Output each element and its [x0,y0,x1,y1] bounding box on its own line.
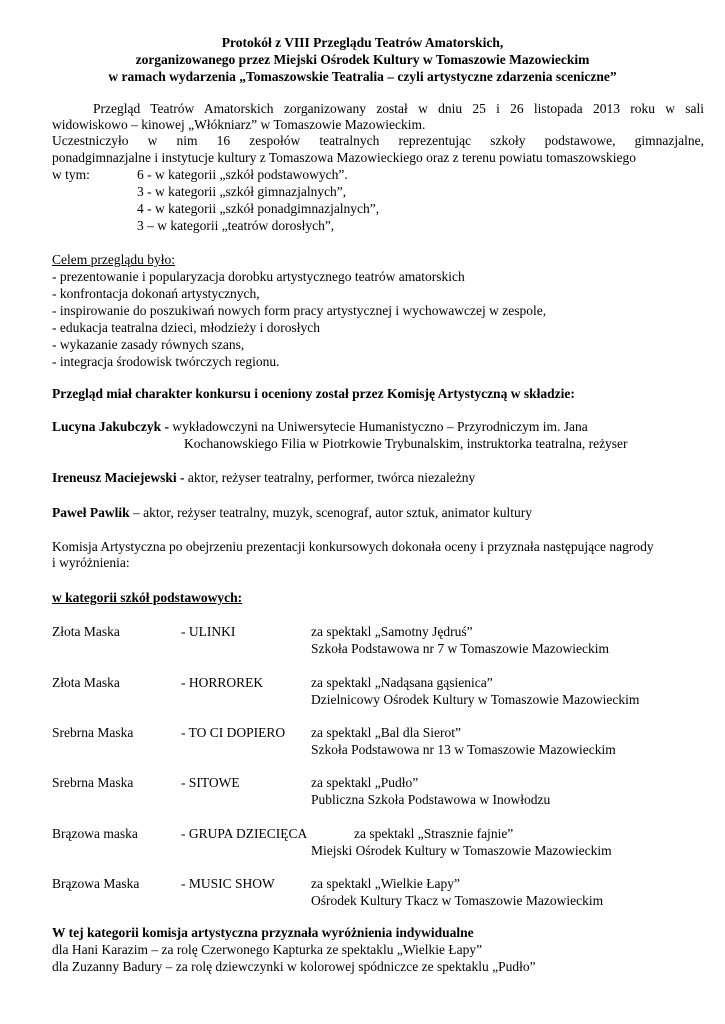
award-group: - TO CI DOPIERO [181,725,286,740]
award-name: Brązowa maska [52,826,138,841]
verdict-line-1: Komisja Artystyczna po obejrzeniu prezentacji konkursowych dokonała oceny i przyznała następujące nagrody [52,539,654,554]
award-group: - HORROREK [181,675,264,690]
goal-item-3: - inspirowanie do poszukiwań nowych form pracy artystycznej i wychowawczej w zespole, [52,303,547,318]
jury-member-3 [52,505,532,521]
award-play: za spektakl „Bal dla Sierot” [311,725,461,740]
jury-member-name: Lucyna Jakubczyk [52,419,162,434]
jury-member-name: Ireneusz Maciejewski [52,470,177,485]
category-count-1: 6 - w kategorii „szkół podstawowych”. [137,167,348,182]
award-school: Szkoła Podstawowa nr 7 w Tomaszowie Mazowieckim [311,641,609,656]
jury-member-desc: aktor, reżyser teatralny, muzyk, scenograf, autor sztuk, animator kultury [143,505,532,520]
jury-member-separator: – [129,505,144,520]
award-name: Złota Maska [52,675,120,690]
award-name: Brązowa Maska [52,876,140,891]
category-count-3: 4 - w kategorii „szkół ponadgimnazjalnych”, [137,201,380,216]
award-play: za spektakl „Wielkie Łapy” [311,876,461,891]
intro-line-4: ponadgimnazjalne i instytucje kultury z Tomaszowa Mazowieckiego oraz z terenu powiatu tomaszowskiego [52,150,637,165]
category-count-2: 3 - w kategorii „szkół gimnazjalnych”, [137,184,347,199]
goal-item-4: - edukacja teatralna dzieci, młodzieży i dorosłych [52,320,321,335]
jury-member-name: Paweł Pawlik [52,505,130,520]
jury-member-separator: - [161,419,173,434]
award-play: za spektakl „Pudło” [311,775,419,790]
award-school: Publiczna Szkoła Podstawowa w Inowłodzu [311,792,551,807]
jury-member-desc: aktor, reżyser teatralny, performer, twórca niezależny [187,470,476,485]
goals-heading: Celem przeglądu było: [52,252,175,267]
award-play: za spektakl „Strasznie fajnie” [354,826,514,841]
goal-item-2: - konfrontacja dokonań artystycznych, [52,286,260,301]
individual-distinction-2: dla Zuzanny Badury – za rolę dziewczynki w kolorowej spódniczce ze spektaklu „Pudło” [52,959,536,974]
jury-member-2 [52,470,475,486]
award-group: - ULINKI [181,624,236,639]
goal-item-6: - integracja środowisk twórczych regionu. [52,354,280,369]
award-name: Srebrna Maska [52,775,134,790]
w-tym-label: w tym: [52,167,90,182]
award-name: Złota Maska [52,624,120,639]
category-count-4: 3 – w kategorii „teatrów dorosłych”, [137,218,335,233]
award-play: za spektakl „Nadąsana gąsienica” [311,675,493,690]
goal-item-1: - prezentowanie i popularyzacja dorobku artystycznego teatrów amatorskich [52,269,465,284]
award-school: Szkoła Podstawowa nr 13 w Tomaszowie Mazowieckim [311,742,616,757]
jury-member-desc: wykładowczyni na Uniwersytecie Humanistyczno – Przyrodniczym im. Jana [172,419,588,434]
jury-member-separator: - [176,470,188,485]
goal-item-5: - wykazanie zasady równych szans, [52,337,245,352]
award-play: za spektakl „Samotny Jędruś” [311,624,473,639]
verdict-line-2: i wyróżnienia: [52,555,130,570]
award-group: - MUSIC SHOW [181,876,275,891]
intro-line-3: Uczestniczyło w nim 16 zespołów teatralnych reprezentując szkoły podstawowe, gimnazjalne, [52,133,704,148]
award-group: - GRUPA DZIECIĘCA [181,826,308,841]
document-title-line-3: w ramach wydarzenia „Tomaszowskie Teatralia – czyli artystyczne zdarzenia sceniczne” [108,69,617,84]
jury-heading: Przegląd miał charakter konkursu i oceniony został przez Komisję Artystyczną w składzie: [52,386,575,401]
award-school: Dzielnicowy Ośrodek Kultury w Tomaszowie Mazowieckim [311,692,640,707]
award-school: Miejski Ośrodek Kultury w Tomaszowie Mazowieckim [311,843,612,858]
document-title-line-1: Protokół z VIII Przeglądu Teatrów Amatorskich, [221,35,504,50]
jury-member-1-desc-cont: Kochanowskiego Filia w Piotrkowie Trybunalskim, instruktorka teatralna, reżyser [184,436,628,451]
individual-distinction-1: dla Hani Karazim – za rolę Czerwonego Kapturka ze spektaklu „Wielkie Łapy” [52,942,483,957]
intro-line-2: widowiskowo – kinowej „Włókniarz” w Tomaszowie Mazowieckim. [52,117,426,132]
document-title-line-2: zorganizowanego przez Miejski Ośrodek Kultury w Tomaszowie Mazowieckim [135,52,590,67]
intro-line-1: Przegląd Teatrów Amatorskich zorganizowany został w dniu 25 i 26 listopada 2013 roku w sali [93,101,704,116]
award-school: Ośrodek Kultury Tkacz w Tomaszowie Mazowieckim [311,893,604,908]
award-group: - SITOWE [181,775,240,790]
award-name: Srebrna Maska [52,725,134,740]
jury-member-1 [52,419,588,435]
individual-heading: W tej kategorii komisja artystyczna przyznała wyróżnienia indywidualne [52,925,474,940]
category-heading-primary: w kategorii szkół podstawowych: [52,590,243,605]
